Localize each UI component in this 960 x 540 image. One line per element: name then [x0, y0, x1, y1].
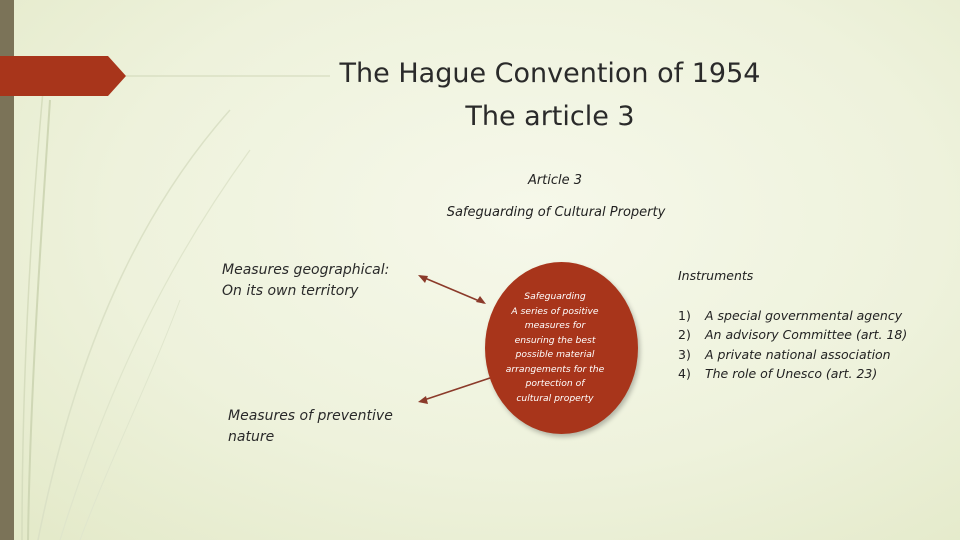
list-item — [678, 364, 907, 383]
measures-geographical-line1: Measures geographical: — [222, 262, 390, 278]
list-item-text: A private national association — [705, 346, 891, 362]
circle-line: cultural property — [516, 392, 594, 404]
arrow-to-geographical — [418, 275, 486, 304]
circle-line: portection of — [525, 378, 585, 389]
slide-title-line1: The Hague Convention of 1954 — [339, 58, 761, 89]
arrow-to-preventive — [418, 372, 499, 404]
measures-preventive — [228, 406, 428, 448]
circle-line: arrangements for the — [505, 363, 605, 375]
list-item — [678, 345, 907, 364]
red-chevron — [0, 56, 126, 96]
list-item-number: 2) — [678, 327, 691, 343]
circle-line: Safeguarding — [524, 291, 586, 302]
circle-line: measures for — [524, 320, 586, 331]
list-item — [678, 325, 907, 344]
list-item-number: 3) — [678, 346, 691, 362]
circle-line: A series of positive — [511, 305, 599, 317]
list-item — [678, 306, 907, 325]
list-item-text: An advisory Committee (art. 18) — [705, 327, 908, 343]
list-item-number: 1) — [678, 308, 691, 323]
article-title: Article 3 — [527, 173, 583, 188]
instruments-heading: Instruments — [678, 268, 754, 283]
measures-geographical — [222, 260, 422, 302]
safeguarding-circle-text — [500, 290, 610, 406]
measures-preventive-line2: nature — [228, 429, 275, 445]
measures-preventive-line1: Measures of preventive — [228, 408, 393, 424]
instruments-list — [678, 306, 907, 383]
measures-geographical-line2: On its own territory — [222, 283, 359, 299]
list-item-text: The role of Unesco (art. 23) — [705, 365, 878, 381]
list-item-number: 4) — [678, 365, 691, 381]
circle-line: possible material — [515, 349, 595, 360]
circle-line: ensuring the best — [514, 334, 596, 346]
slide-title-line2: The article 3 — [465, 101, 635, 132]
article-subtitle: Safeguarding of Cultural Property — [446, 205, 666, 220]
list-item-text: A special governmental agency — [705, 308, 903, 323]
